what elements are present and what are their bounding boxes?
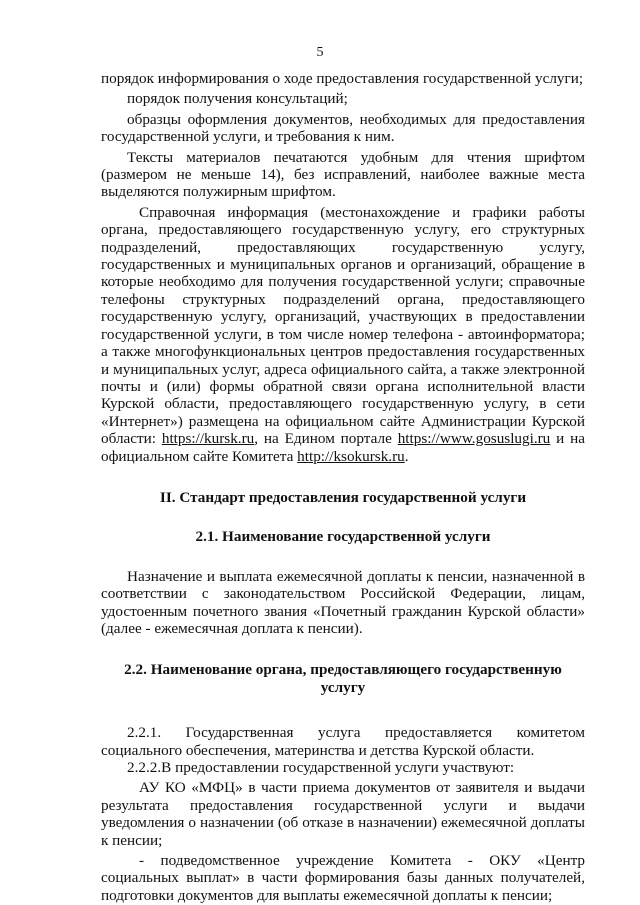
- reference-info-text: Справочная информация (местонахождение и графики работы органа, предоставляющего государственную услугу, его структурных подразделений, предоставляющих государственную услугу, государственных и муниципальных органов и организаций, обращение в которые необходимо для получения государственной услуги; справочные телефоны структурных подразделений органа, предоставляющего государственную услугу, организаций, участвующих в предоставлении государственной услуги, в том числе номер телефона - автоинформатора; а также многофункциональных центров предоставления государственных и муниципальных услуг, адреса официального сайта, а также электронной почты и (или) формы обратной связи органа исполнительной власти Курской области, предоставляющего государственную услугу, в сети «Интернет») размещена на официальном сайте Администрации Курской области:: [101, 203, 585, 448]
- paragraph-2-2-2: 2.2.2.В предоставлении государственной услуги участвуют:: [127, 759, 515, 776]
- section-heading-standard: II. Стандарт предоставления государственной услуги: [159, 488, 527, 506]
- paragraph-informing-order: порядок информирования о ходе предоставления государственной услуги;: [101, 70, 584, 87]
- subsection-heading-2-2: 2.2. Наименование органа, предоставляющего государственную услугу: [124, 661, 562, 696]
- link-ksokursk[interactable]: http://ksokursk.ru: [297, 447, 405, 465]
- reference-info-text-mid: , на Едином портале: [254, 430, 392, 448]
- reference-info-text-end: .: [404, 447, 409, 465]
- paragraph-2-2-1: 2.2.1. Государственная услуга предоставляется комитетом социального обеспечения, материнства и детства Курской области.: [101, 724, 585, 759]
- paragraph-document-samples: образцы оформления документов, необходимых для предоставления государственной услуги, и требования к ним.: [101, 110, 585, 146]
- paragraph-oku-participation: - подведомственное учреждение Комитета - ОКУ «Центр социальных выплат» в части формирования базы данных получателей, подготовки документов для выплаты ежемесячной доплаты к пенсии;: [101, 852, 585, 904]
- paragraph-reference-info: [101, 204, 585, 465]
- reference-info-text-after: и на официальном сайте Комитета: [101, 430, 585, 465]
- link-kursk-ru[interactable]: https://kursk.ru: [161, 430, 255, 448]
- paragraph-service-name: Назначение и выплата ежемесячной доплаты к пенсии, назначенной в соответствии с законодательством Российской Федерации, лицам, удостоенным почетного звания «Почетный гражданин Курской области» (далее - ежемесячная доплата к пенсии).: [101, 567, 585, 637]
- paragraph-mfc-participation: АУ КО «МФЦ» в части приема документов от заявителя и выдачи результата предоставления государственной услуги и выдачи уведомления о назначении (об отказе в назначении) ежемесячной доплаты к пенсии;: [101, 779, 585, 849]
- document-body: [101, 70, 585, 904]
- subsection-heading-2-1: 2.1. Наименование государственной услуги: [195, 528, 491, 546]
- page-number: 5: [316, 45, 324, 60]
- paragraph-consultation-order: порядок получения консультаций;: [127, 90, 348, 108]
- paragraph-font-requirements: Тексты материалов печатаются удобным для чтения шрифтом (размером не меньше 14), без исправлений, наиболее важные места выделяются полужирным шрифтом.: [101, 148, 585, 201]
- link-gosuslugi[interactable]: https://www.gosuslugi.ru: [397, 430, 551, 448]
